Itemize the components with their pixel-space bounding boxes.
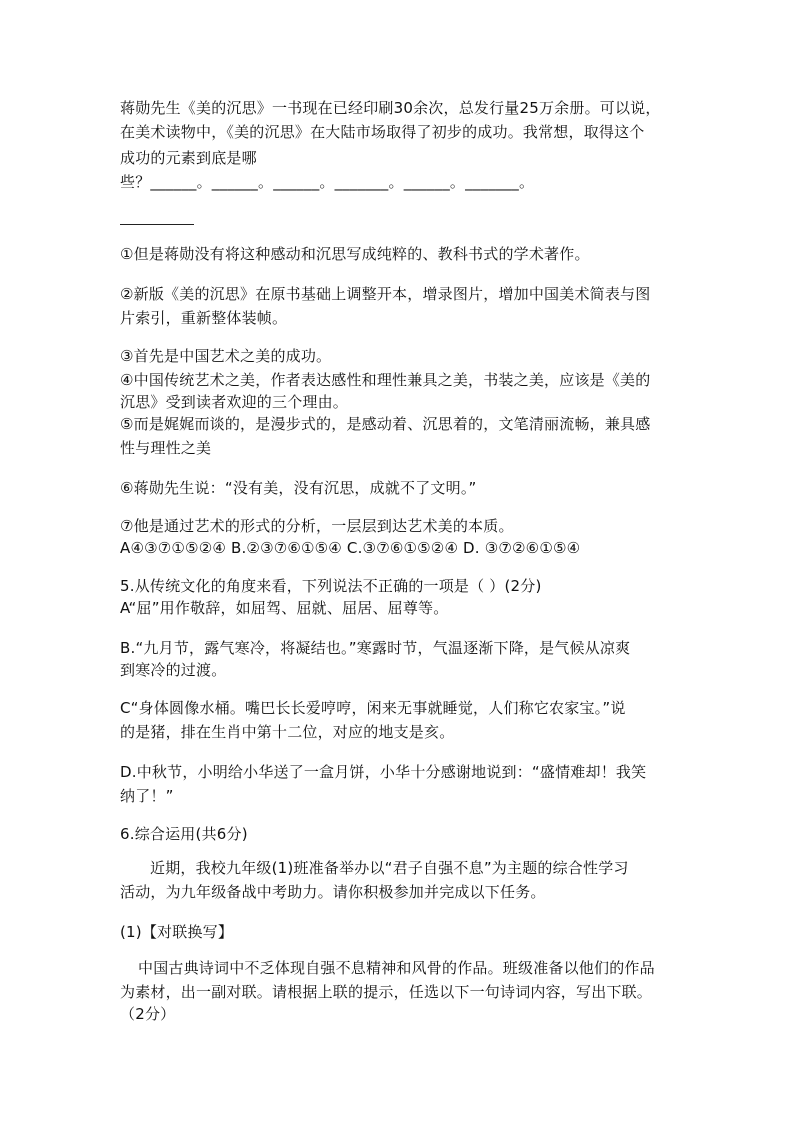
option-2-line-1: ②新版《美的沉思》在原书基础上调整开本，增录图片，增加中国美术简表与图 [120, 285, 651, 303]
intro-line-1: 蒋勋先生《美的沉思》一书现在已经印刷30余次，总发行量25万余册。可以说， [120, 99, 661, 117]
option-5-line-1: ⑤而是娓娓而谈的，是漫步式的，是感动着、沉思着的，文笔清丽流畅，兼具感 [120, 415, 651, 433]
option-2-line-2: 片索引，重新整体装帧。 [120, 309, 288, 327]
option-6: ⑥蒋勋先生说：“没有美，没有沉思，成就不了文明。” [120, 479, 477, 497]
q5-option-d-line-1: D.中秋节，小明给小华送了一盒月饼，小华十分感谢地说到：“盛情难却！我笑 [120, 763, 647, 781]
q6-sub-1-heading: (1)【对联换写】 [120, 923, 234, 941]
q6-paragraph-line-2: 活动，为九年级备战中考助力。请你积极参加并完成以下任务。 [120, 883, 546, 901]
q6-task-line-1: 中国古典诗词中不乏体现自强不息精神和风骨的作品。班级准备以他们的作品 [138, 959, 655, 977]
q5-option-a: A“屈”用作敬辞，如屈驾、屈就、屈居、屈尊等。 [120, 599, 449, 617]
q5-option-b-line-2: 到寒冷的过渡。 [120, 661, 227, 679]
q5-option-c-line-1: C“身体圆像水桶。嘴巴长长爱哼哼，闲来无事就睡觉，人们称它农家宝。”说 [120, 699, 626, 717]
q5-option-b-line-1: B.“九月节，露气寒冷，将凝结也。”寒露时节，气温逐渐下降，是气候从凉爽 [120, 639, 631, 657]
q5-option-c-line-2: 的是猪，排在生肖中第十二位，对应的地支是亥。 [120, 723, 455, 741]
q6-stem: 6.综合运用(共6分) [120, 825, 248, 843]
intro-line-4-blanks: 些？______。______。______。_______。______。_______。 [120, 173, 535, 191]
q5-option-d-line-2: 纳了！” [120, 787, 174, 805]
answer-choices: A④③⑦①⑤②④ B.②③⑦⑥①⑤④ C.③⑦⑥①⑤②④ D. ③⑦②⑥①⑤④ [120, 539, 581, 557]
option-5-line-2: 性与理性之美 [120, 439, 212, 457]
q6-task-line-3: （2分） [120, 1005, 176, 1023]
q5-stem: 5.从传统文化的角度来看，下列说法不正确的一项是（ ）(2分) [120, 577, 542, 595]
q6-paragraph-line-1: 近期，我校九年级(1)班准备举办以“君子自强不息”为主题的综合性学习 [150, 859, 629, 877]
option-4-line-2: 沉思》受到读者欢迎的三个理由。 [120, 393, 349, 411]
answer-underline [120, 224, 194, 225]
option-1: ①但是蒋勋没有将这种感动和沉思写成纯粹的、教科书式的学术著作。 [120, 245, 590, 263]
intro-line-2: 在美术读物中，《美的沉思》在大陆市场取得了初步的成功。我常想，取得这个 [120, 123, 645, 141]
option-7: ⑦他是通过艺术的形式的分析，一层层到达艺术美的本质。 [120, 517, 514, 535]
q6-task-line-2: 为素材，出一副对联。请根据上联的提示，任选以下一句诗词内容，写出下联。 [120, 983, 653, 1001]
option-3: ③首先是中国艺术之美的成功。 [120, 347, 332, 365]
option-4-line-1: ④中国传统艺术之美，作者表达感性和理性兼具之美，书装之美，应该是《美的 [120, 371, 651, 389]
intro-line-3: 成功的元素到底是哪 [120, 149, 257, 167]
